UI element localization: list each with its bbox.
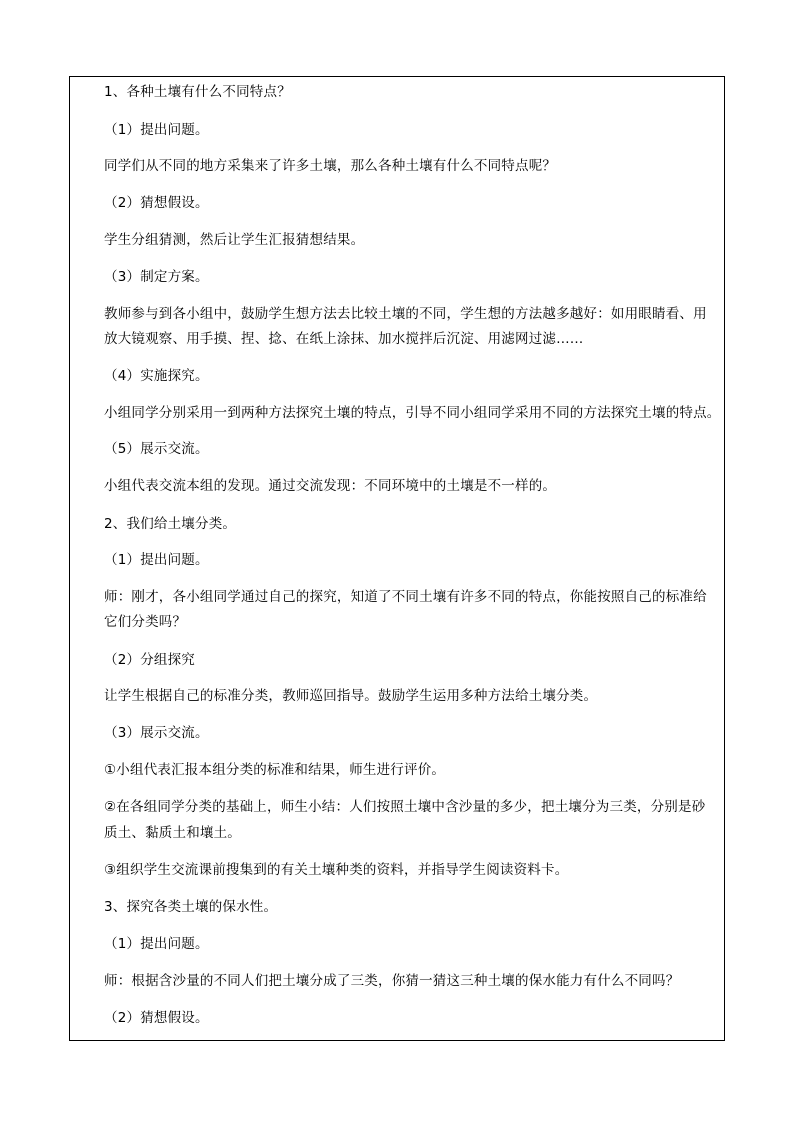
paragraph-continued: 它们分类吗？ <box>104 614 187 630</box>
paragraph: （1）提出问题。 <box>104 936 209 952</box>
paragraph: 小组同学分别采用一到两种方法探究土壤的特点，引导不同小组同学采用不同的方法探究土壤的特点。 <box>104 405 721 421</box>
paragraph: （3）制定方案。 <box>104 269 209 285</box>
paragraph: 让学生根据自己的标准分类，教师巡回指导。鼓励学生运用多种方法给土壤分类。 <box>104 688 598 704</box>
heading-2: 2、我们给土壤分类。 <box>104 516 237 532</box>
paragraph: （1）提出问题。 <box>104 122 209 138</box>
paragraph: 师：根据含沙量的不同人们把土壤分成了三类，你猜一猜这三种土壤的保水能力有什么不同吗？ <box>104 973 680 989</box>
paragraph: 同学们从不同的地方采集来了许多土壤，那么各种土壤有什么不同特点呢？ <box>104 158 557 174</box>
paragraph: 学生分组猜测，然后让学生汇报猜想结果。 <box>104 232 365 248</box>
paragraph: 师：刚才，各小组同学通过自己的探究，知道了不同土壤有许多不同的特点，你能按照自己的标准给 <box>104 589 707 605</box>
paragraph: （2）分组探究 <box>104 652 195 668</box>
document-frame <box>69 76 725 1041</box>
paragraph: 小组代表交流本组的发现。通过交流发现：不同环境中的土壤是不一样的。 <box>104 478 557 494</box>
paragraph-continued: 放大镜观察、用手摸、捏、捻、在纸上涂抹、加水搅拌后沉淀、用滤网过滤…… <box>104 331 584 347</box>
paragraph: 教师参与到各小组中，鼓励学生想方法去比较土壤的不同，学生想的方法越多越好：如用眼睛看、用 <box>104 306 707 322</box>
paragraph: （2）猜想假设。 <box>104 1010 209 1026</box>
paragraph: （3）展示交流。 <box>104 725 209 741</box>
paragraph: （1）提出问题。 <box>104 552 209 568</box>
paragraph: ②在各组同学分类的基础上，师生小结：人们按照土壤中含沙量的多少，把土壤分为三类，分别是砂 <box>104 799 706 815</box>
paragraph-continued: 质土、黏质土和壤土。 <box>104 825 241 841</box>
heading-1: 1、各种土壤有什么不同特点？ <box>104 84 291 100</box>
paragraph: （5）展示交流。 <box>104 441 209 457</box>
paragraph: ①小组代表汇报本组分类的标准和结果，师生进行评价。 <box>104 762 446 778</box>
paragraph: ③组织学生交流课前搜集到的有关土壤种类的资料，并指导学生阅读资料卡。 <box>104 862 569 878</box>
paragraph: （2）猜想假设。 <box>104 195 209 211</box>
paragraph: （4）实施探究。 <box>104 368 209 384</box>
heading-3: 3、探究各类土壤的保水性。 <box>104 899 278 915</box>
